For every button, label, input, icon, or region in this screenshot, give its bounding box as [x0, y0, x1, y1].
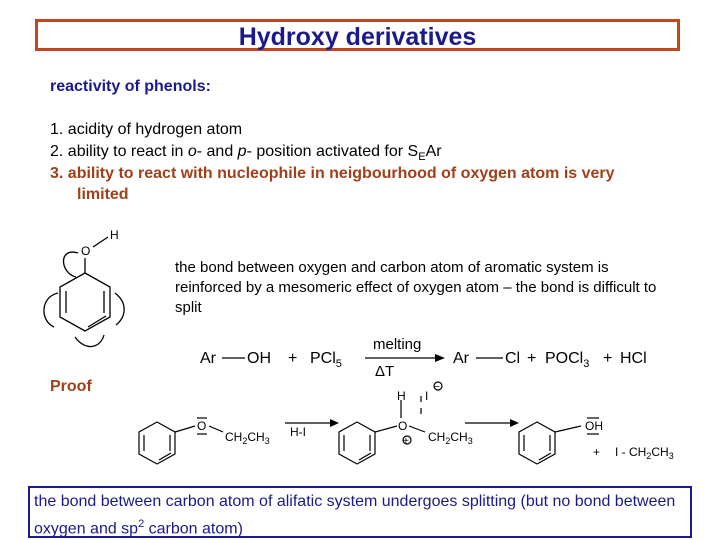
- product-cl: Cl: [505, 350, 521, 367]
- conclusion-box: [28, 486, 692, 538]
- reaction-equation: [195, 330, 665, 380]
- page-title: Hydroxy derivatives: [238, 23, 477, 51]
- plus-2: +: [527, 350, 537, 367]
- point-2-ortho: o: [187, 143, 197, 160]
- point-3-cont: limited: [77, 186, 129, 203]
- benzene-ring: [60, 273, 110, 331]
- proof-label: Proof: [50, 378, 92, 395]
- explanation-text: the bond between oxygen and carbon atom of aromatic system is reinforced by a mesomeric effect of oxygen atom – the bond is difficult to split: [175, 259, 657, 316]
- subheading: reactivity of phenols:: [50, 78, 211, 95]
- ether-oxygen: O: [197, 419, 207, 433]
- point-2-sub: E: [418, 151, 426, 164]
- minus-charge: −: [434, 382, 440, 393]
- oxygen-label: O: [81, 244, 91, 258]
- phenol-oh: OH: [585, 419, 603, 433]
- conclusion-text-1: the bond between carbon atom of alifatic system undergoes splitting: [34, 493, 517, 510]
- plus-1: +: [288, 350, 298, 367]
- product-hcl: HCl: [620, 350, 647, 367]
- reactant-oh: OH: [247, 350, 271, 367]
- point-2-end: Ar: [425, 143, 442, 160]
- phenol-resonance-diagram: [30, 225, 140, 360]
- point-3: 3. ability to react with nucleophile in neigbourhood of oxygen atom is very: [50, 165, 615, 182]
- plus-3: +: [603, 350, 613, 367]
- hydrogen-label: H: [110, 228, 119, 242]
- reactant-ar: Ar: [200, 350, 216, 367]
- iodide-ion: I: [425, 389, 429, 403]
- proof-scheme: [125, 378, 690, 483]
- point-2-suffix: - position activated for S: [246, 143, 419, 160]
- conclusion-sup: 2: [138, 518, 145, 530]
- iodoethane: I - $CH_2CH_3$: [615, 445, 674, 461]
- title-box: [35, 19, 680, 51]
- product-pocl3: POCl$_3$: [545, 350, 590, 370]
- reagent-pcl: PCl$_5$: [310, 350, 342, 370]
- point-2-prefix: 2. ability to react in: [50, 143, 188, 160]
- conclusion-text-2: (but no bond between oxygen and sp: [34, 493, 676, 538]
- condition-melting: melting: [373, 336, 422, 353]
- product-ar: Ar: [453, 350, 469, 367]
- reagent-hi: H-I: [290, 425, 306, 439]
- point-1: 1. acidity of hydrogen atom: [50, 121, 243, 138]
- plus-charge: +: [403, 436, 409, 447]
- point-2-mid: - and: [196, 143, 238, 160]
- point-2: [50, 143, 442, 163]
- oxonium-ethyl: $CH_2CH_3$: [428, 430, 473, 446]
- oxonium-hydrogen: H: [397, 389, 406, 403]
- oxonium-oxygen: O: [398, 419, 408, 433]
- conclusion-text-3: carbon atom): [144, 520, 243, 538]
- point-2-para: p: [237, 143, 247, 160]
- condition-delta-t: ΔT: [375, 363, 395, 380]
- ether-ethyl: $CH_2CH_3$: [225, 430, 270, 446]
- product-plus: +: [593, 445, 601, 459]
